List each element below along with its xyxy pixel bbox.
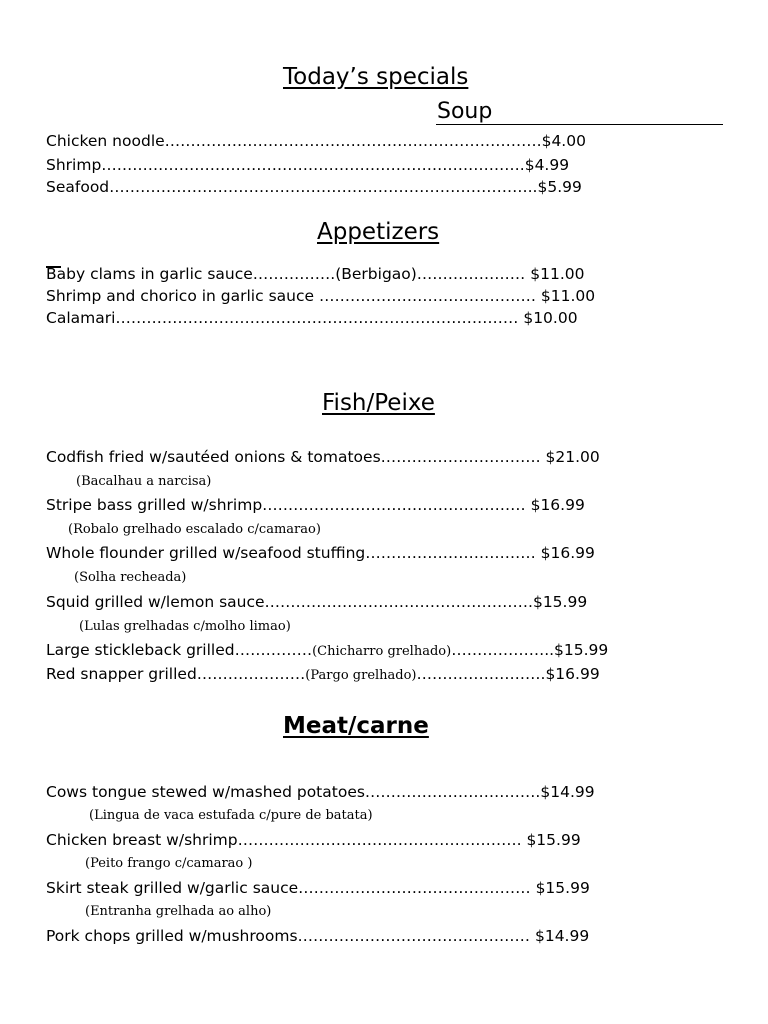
menu-item-shrimp-soup: Shrimp……………………………………………………………………….$4.99 (46, 156, 570, 174)
snapper-price: …………………….$16.99 (416, 665, 600, 683)
soup-heading: Soup (437, 99, 493, 124)
menu-item-cows-tongue: Cows tongue stewed w/mashed potatoes…………………………….$14.99 (46, 783, 595, 801)
menu-item-chicken-noodle: Chicken noodle……………………………………………………………….$4.00 (46, 132, 586, 150)
soup-underline (436, 124, 723, 125)
menu-item-red-snapper (46, 665, 600, 683)
snapper-name: Red snapper grilled………………… (46, 665, 306, 683)
menu-item-seafood-soup: Seafood………………………………………………………………………..$5.99 (46, 178, 582, 196)
meat-heading: Meat/carne (283, 713, 429, 739)
menu-item-stripe-bass-translation: (Robalo grelhado escalado c/camarao) (68, 522, 321, 537)
menu-item-squid-translation: (Lulas grelhadas c/molho limao) (79, 619, 291, 634)
menu-item-cows-tongue-translation: (Lingua de vaca estufada c/pure de batata) (89, 808, 373, 823)
menu-item-stickleback (46, 641, 608, 659)
menu-item-baby-clams: Baby clams in garlic sauce…………….(Berbigao)………………… $11.00 (46, 265, 585, 283)
menu-item-flounder-translation: (Solha recheada) (74, 570, 187, 585)
fish-heading: Fish/Peixe (322, 390, 435, 416)
stickleback-price: ………………..$15.99 (451, 641, 609, 659)
menu-item-chicken-breast-translation: (Peito frango c/camarao ) (85, 856, 253, 871)
menu-item-chicken-breast: Chicken breast w/shrimp………………………………………………. $15.99 (46, 831, 581, 849)
stickleback-name: Large stickleback grilled…………… (46, 641, 313, 659)
menu-item-skirt-steak: Skirt steak grilled w/garlic sauce……………………………………… $15.99 (46, 879, 590, 897)
menu-item-flounder: Whole flounder grilled w/seafood stuffing…………………………… $16.99 (46, 544, 595, 562)
menu-item-shrimp-chorico: Shrimp and chorico in garlic sauce …………………………………… $11.00 (46, 287, 596, 305)
appetizers-heading: Appetizers (317, 219, 440, 245)
snapper-translation: (Pargo grelhado) (305, 668, 417, 683)
menu-item-codfish: Codfish fried w/sautéed onions & tomatoes…………………………. $21.00 (46, 448, 600, 466)
menu-item-calamari: Calamari…………………………………………………………………… $10.00 (46, 309, 578, 327)
stickleback-translation: (Chicharro grelhado) (312, 644, 452, 659)
menu-item-pork-chops: Pork chops grilled w/mushrooms……………………………………… $14.99 (46, 927, 590, 945)
menu-item-codfish-translation: (Bacalhau a narcisa) (76, 474, 212, 489)
menu-item-skirt-steak-translation: (Entranha grelhada ao alho) (85, 904, 272, 919)
menu-item-stripe-bass: Stripe bass grilled w/shrimp…………………………………………… $16.99 (46, 496, 585, 514)
menu-item-squid: Squid grilled w/lemon sauce…………………………………………….$15.99 (46, 593, 588, 611)
page-title: Today’s specials (283, 64, 469, 90)
